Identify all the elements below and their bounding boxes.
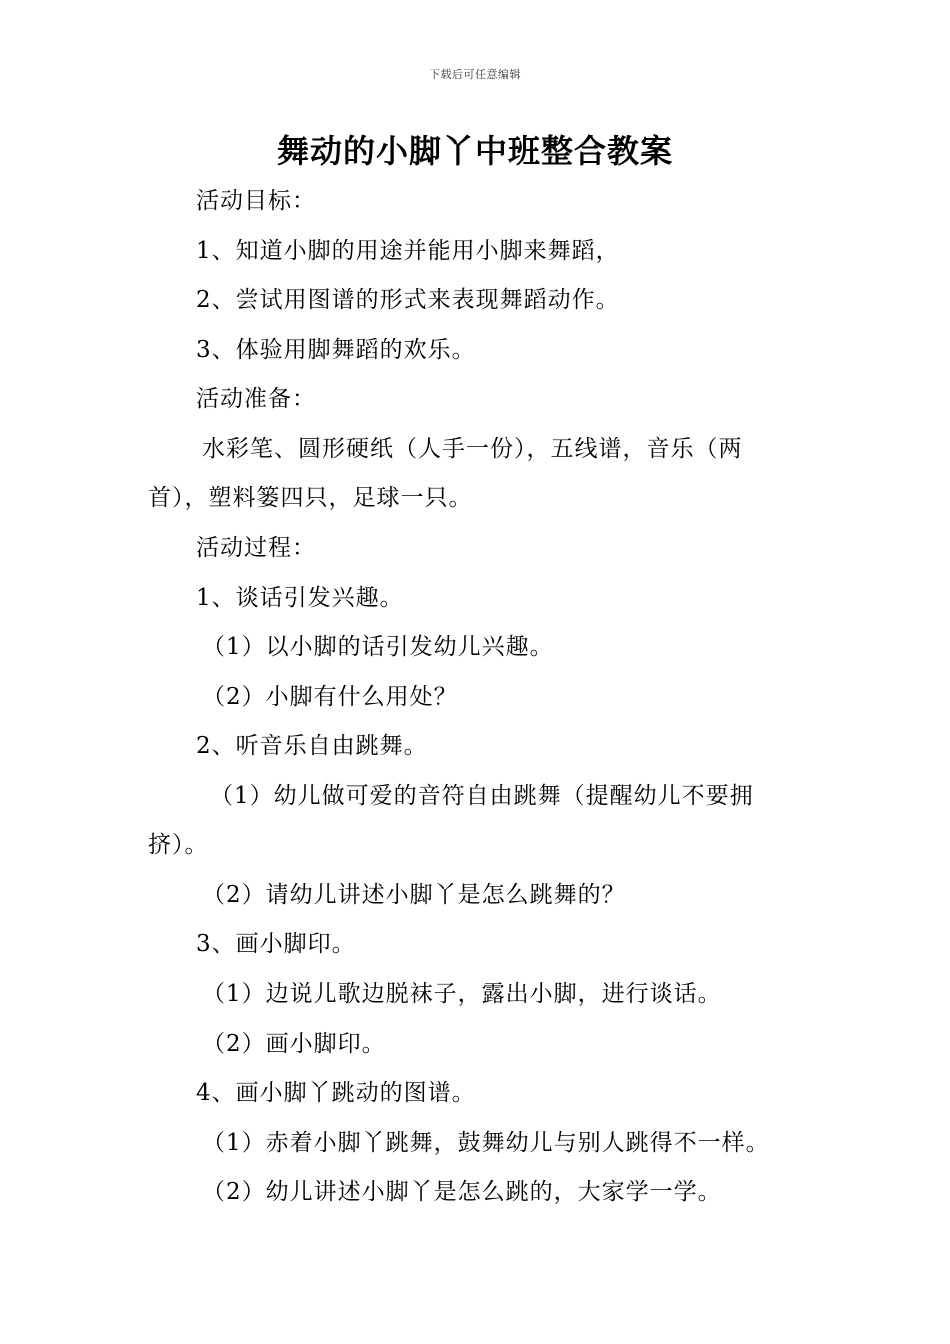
- goal-item-1: 1、知道小脚的用途并能用小脚来舞蹈，: [196, 238, 620, 264]
- document-title: 舞动的小脚丫中班整合教案: [276, 132, 673, 170]
- section-heading-goals: 活动目标：: [196, 188, 316, 214]
- process-substep-4-2: （2）幼儿讲述小脚丫是怎么跳的，大家学一学。: [202, 1179, 722, 1205]
- section-heading-process: 活动过程：: [196, 535, 316, 561]
- goal-item-3: 3、体验用脚舞蹈的欢乐。: [196, 337, 476, 363]
- preparation-text-line-1: 水彩笔、圆形硬纸（人手一份），五线谱，音乐（两: [202, 436, 743, 462]
- process-substep-4-1: （1）赤着小脚丫跳舞，鼓舞幼儿与别人跳得不一样。: [202, 1130, 770, 1156]
- process-substep-3-2: （2）画小脚印。: [202, 1031, 386, 1057]
- process-step-4: 4、画小脚丫跳动的图谱。: [196, 1080, 476, 1106]
- process-substep-2-1-line-2: 挤）。: [148, 832, 209, 858]
- process-step-3: 3、画小脚印。: [196, 931, 356, 957]
- process-step-1: 1、谈话引发兴趣。: [196, 585, 404, 611]
- header-note: 下载后可任意编辑: [429, 68, 521, 81]
- process-substep-2-2: （2）请幼儿讲述小脚丫是怎么跳舞的？: [202, 882, 626, 908]
- goal-item-2: 2、尝试用图谱的形式来表现舞蹈动作。: [196, 287, 620, 313]
- process-substep-2-1-line-1: （1）幼儿做可爱的音符自由跳舞（提醒幼儿不要拥: [210, 783, 754, 809]
- process-step-2: 2、听音乐自由跳舞。: [196, 733, 428, 759]
- process-substep-3-1: （1）边说儿歌边脱袜子，露出小脚，进行谈话。: [202, 981, 722, 1007]
- process-substep-1-2: （2）小脚有什么用处？: [202, 684, 458, 710]
- preparation-text-line-2: 首），塑料篓四只，足球一只。: [148, 485, 473, 511]
- section-heading-preparation: 活动准备：: [196, 386, 316, 412]
- process-substep-1-1: （1）以小脚的话引发幼儿兴趣。: [202, 634, 554, 660]
